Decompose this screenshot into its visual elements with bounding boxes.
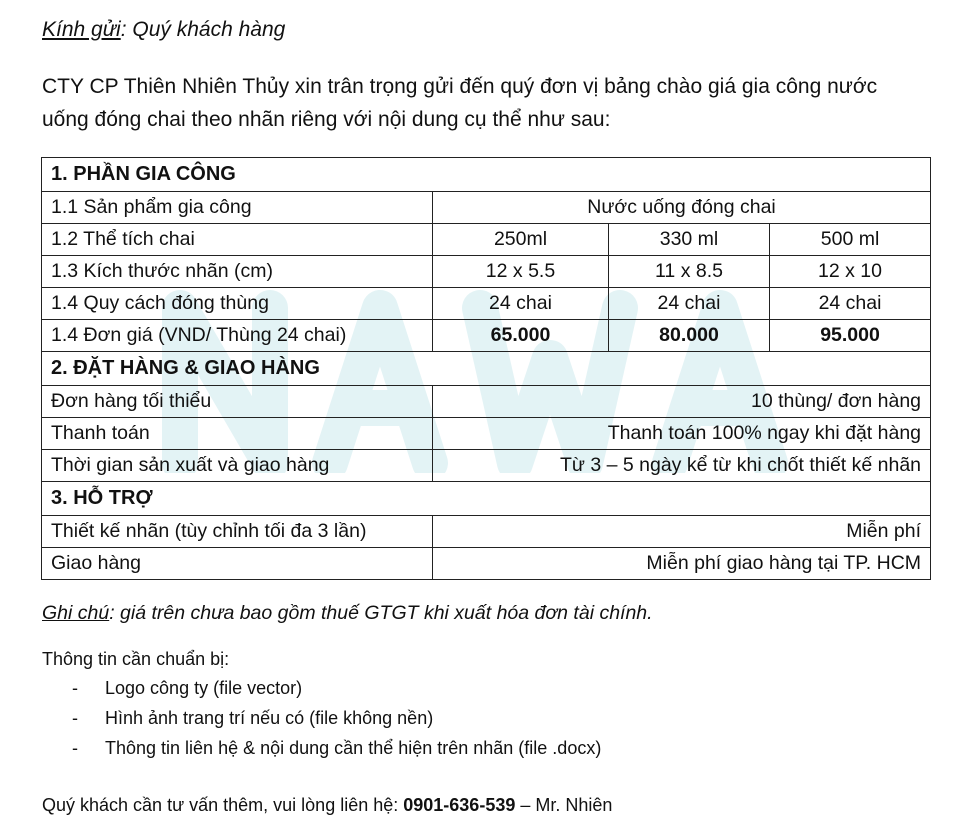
row-value: 10 thùng/ đơn hàng (433, 386, 931, 418)
row-label: 1.4 Đơn giá (VND/ Thùng 24 chai) (42, 320, 433, 352)
bullet-dash: - (72, 708, 78, 728)
row-value: Nước uống đóng chai (433, 192, 931, 224)
contact-phone: 0901-636-539 (403, 795, 516, 815)
greeting-label: Kính gửi (42, 18, 121, 41)
row-value: Miễn phí giao hàng tại TP. HCM (433, 548, 931, 580)
list-item (72, 706, 601, 736)
greeting (42, 18, 285, 42)
pack-cell: 24 chai (433, 288, 609, 320)
section-title: 1. PHẦN GIA CÔNG (42, 158, 931, 192)
row-value: Thanh toán 100% ngay khi đặt hàng (433, 418, 931, 450)
price-cell: 80.000 (609, 320, 770, 352)
list-item (72, 676, 601, 706)
price-note (42, 602, 653, 625)
quote-table (41, 157, 931, 580)
note-label: Ghi chú (42, 602, 110, 624)
section-header-support (42, 482, 931, 516)
volume-cell: 500 ml (770, 224, 931, 256)
price-cell: 95.000 (770, 320, 931, 352)
table-row (42, 288, 931, 320)
row-label: 1.4 Quy cách đóng thùng (42, 288, 433, 320)
label-size-cell: 12 x 10 (770, 256, 931, 288)
price-cell: 65.000 (433, 320, 609, 352)
table-row (42, 256, 931, 288)
row-label: 1.3 Kích thước nhãn (cm) (42, 256, 433, 288)
table-row (42, 516, 931, 548)
list-item-text: Thông tin liên hệ & nội dung cần thể hiện trên nhãn (file .docx) (105, 738, 602, 758)
pack-cell: 24 chai (770, 288, 931, 320)
row-label: Thanh toán (42, 418, 433, 450)
prep-list (72, 676, 601, 766)
row-label: Thiết kế nhãn (tùy chỉnh tối đa 3 lần) (42, 516, 433, 548)
row-value: Từ 3 – 5 ngày kể từ khi chốt thiết kế nhãn (433, 450, 931, 482)
table-row (42, 386, 931, 418)
bullet-dash: - (72, 678, 78, 698)
table-row (42, 450, 931, 482)
list-item-text: Logo công ty (file vector) (105, 678, 303, 698)
table-row (42, 548, 931, 580)
table-row (42, 192, 931, 224)
row-value: Miễn phí (433, 516, 931, 548)
row-label: Thời gian sản xuất và giao hàng (42, 450, 433, 482)
label-size-cell: 12 x 5.5 (433, 256, 609, 288)
section-title: 2. ĐẶT HÀNG & GIAO HÀNG (42, 352, 931, 386)
contact-prefix: Quý khách cần tư vấn thêm, vui lòng liên hệ: (42, 795, 404, 815)
table-row (42, 418, 931, 450)
section-header-processing (42, 158, 931, 192)
pack-cell: 24 chai (609, 288, 770, 320)
section-title: 3. HỖ TRỢ (42, 482, 931, 516)
contact-suffix: – Mr. Nhiên (515, 795, 613, 815)
section-header-ordering (42, 352, 931, 386)
intro-paragraph: CTY CP Thiên Nhiên Thủy xin trân trọng gửi đến quý đơn vị bảng chào giá gia công nước uống đóng chai theo nhãn riêng với nội dung cụ thể như sau: (42, 75, 878, 131)
volume-cell: 250ml (433, 224, 609, 256)
bullet-dash: - (72, 738, 78, 758)
list-item-text: Hình ảnh trang trí nếu có (file không nền) (105, 708, 434, 728)
row-label: Giao hàng (42, 548, 433, 580)
prep-title: Thông tin cần chuẩn bị: (42, 649, 230, 669)
row-label: 1.1 Sản phẩm gia công (42, 192, 433, 224)
list-item (72, 736, 601, 766)
table-row (42, 224, 931, 256)
row-label: Đơn hàng tối thiểu (42, 386, 433, 418)
volume-cell: 330 ml (609, 224, 770, 256)
label-size-cell: 11 x 8.5 (609, 256, 770, 288)
table-row (42, 320, 931, 352)
greeting-recipient: : Quý khách hàng (120, 18, 286, 41)
row-label: 1.2 Thể tích chai (42, 224, 433, 256)
note-text: : giá trên chưa bao gồm thuế GTGT khi xuất hóa đơn tài chính. (109, 602, 653, 624)
contact-line (42, 795, 612, 816)
